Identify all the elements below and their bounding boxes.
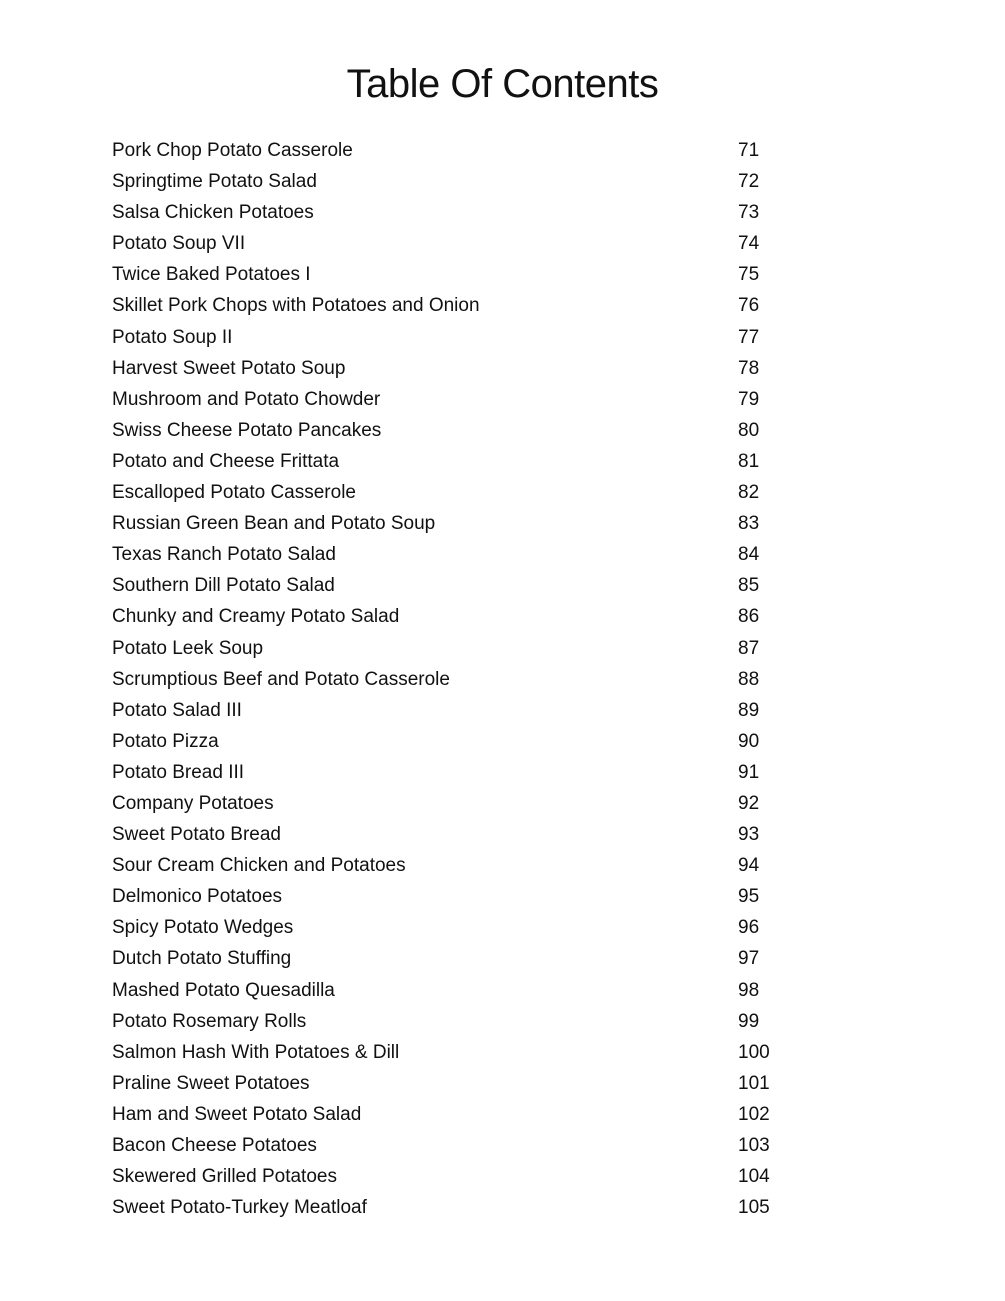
toc-entry [112, 664, 832, 695]
toc-entry-page-number: 97 [738, 948, 760, 970]
toc-entry-page-number: 104 [738, 1166, 770, 1188]
toc-entry-page-number: 88 [738, 668, 760, 690]
toc-entry-title: Scrumptious Beef and Potato Casserole [112, 668, 450, 690]
toc-entry-title: Southern Dill Potato Salad [112, 575, 335, 597]
toc-entry [112, 757, 832, 788]
toc-entry-title: Company Potatoes [112, 792, 274, 814]
toc-entry-title: Dutch Potato Stuffing [112, 948, 292, 970]
toc-entry-title: Sweet Potato Bread [112, 824, 281, 846]
toc-entry-page-number: 92 [738, 792, 760, 814]
toc-entry-page-number: 100 [738, 1041, 770, 1063]
toc-entry-page-number: 98 [738, 979, 760, 1001]
toc-entry-page-number: 90 [738, 730, 760, 752]
toc-entry [112, 259, 832, 290]
toc-entry [112, 1068, 832, 1099]
toc-entry-title: Pork Chop Potato Casserole [112, 140, 353, 161]
toc-entry-page-number: 93 [738, 824, 760, 846]
toc-entry [112, 353, 832, 384]
toc-entry-page-number: 87 [738, 637, 760, 659]
toc-entry [112, 819, 832, 850]
toc-entry-title: Potato and Cheese Frittata [112, 450, 340, 472]
toc-entry-page-number: 96 [738, 917, 760, 939]
toc-entry [112, 1192, 832, 1223]
toc-entry-title: Russian Green Bean and Potato Soup [112, 513, 436, 535]
toc-entry-page-number: 83 [738, 513, 760, 535]
toc-entry-title: Praline Sweet Potatoes [112, 1072, 310, 1094]
toc-entry-page-number: 86 [738, 606, 760, 628]
toc-entry [112, 446, 832, 477]
toc-entry [112, 788, 832, 819]
toc-entry-title: Potato Bread III [112, 761, 245, 783]
toc-entry [112, 197, 832, 228]
toc-entry-page-number: 103 [738, 1135, 770, 1156]
toc-entry [112, 384, 832, 415]
toc-entry [112, 1161, 832, 1192]
toc-entry-page-number: 81 [738, 450, 760, 472]
toc-entry [112, 695, 832, 726]
toc-entry-title: Chunky and Creamy Potato Salad [112, 606, 400, 628]
toc-entry-title: Swiss Cheese Potato Pancakes [112, 419, 382, 441]
toc-entry-title: Salmon Hash With Potatoes & Dill [112, 1041, 400, 1063]
toc-entry-page-number: 94 [738, 855, 760, 877]
toc-entry-page-number: 91 [738, 761, 760, 783]
toc-entry-title: Potato Salad III [112, 699, 242, 721]
toc-entry-title: Skillet Pork Chops with Potatoes and Onion [112, 295, 480, 317]
toc-entry [112, 1130, 832, 1161]
toc-entry [112, 166, 832, 197]
toc-entry-page-number: 74 [738, 233, 760, 255]
toc-entry-page-number: 85 [738, 575, 760, 597]
toc-entry [112, 601, 832, 632]
toc-entry-title: Sour Cream Chicken and Potatoes [112, 855, 406, 877]
toc-entry-title: Potato Pizza [112, 730, 219, 752]
toc-entry-page-number: 75 [738, 264, 760, 286]
toc-entry-page-number: 73 [738, 202, 760, 224]
toc-entry [112, 726, 832, 757]
toc-entry-title: Texas Ranch Potato Salad [112, 544, 336, 566]
toc-list [112, 135, 832, 1223]
toc-entry-title: Mushroom and Potato Chowder [112, 388, 381, 410]
toc-entry [112, 415, 832, 446]
toc-entry [112, 508, 832, 539]
toc-entry-title: Salsa Chicken Potatoes [112, 202, 314, 224]
toc-entry [112, 1006, 832, 1037]
toc-entry-title: Harvest Sweet Potato Soup [112, 357, 346, 379]
toc-entry [112, 228, 832, 259]
toc-entry-page-number: 99 [738, 1010, 760, 1032]
toc-entry-page-number: 102 [738, 1103, 770, 1125]
toc-entry-title: Sweet Potato-Turkey Meatloaf [112, 1197, 367, 1219]
toc-entry-title: Delmonico Potatoes [112, 886, 283, 908]
toc-entry-page-number: 79 [738, 388, 760, 410]
page-title: Table Of Contents [346, 62, 659, 106]
toc-entry-title: Potato Soup VII [112, 233, 246, 255]
toc-entry [112, 1037, 832, 1068]
toc-entry [112, 850, 832, 881]
toc-entry-page-number: 72 [738, 171, 760, 193]
toc-entry [112, 322, 832, 353]
toc-entry-page-number: 105 [738, 1197, 770, 1219]
toc-entry-title: Potato Soup II [112, 326, 233, 348]
toc-entry-title: Spicy Potato Wedges [112, 917, 294, 939]
toc-entry-title: Ham and Sweet Potato Salad [112, 1103, 362, 1125]
toc-entry-page-number: 82 [738, 482, 760, 504]
toc-entry [112, 912, 832, 943]
toc-entry [112, 477, 832, 508]
toc-entry [112, 539, 832, 570]
toc-entry-title: Bacon Cheese Potatoes [112, 1135, 317, 1156]
toc-entry-title: Skewered Grilled Potatoes [112, 1166, 337, 1188]
toc-entry-title: Twice Baked Potatoes I [112, 264, 311, 286]
toc-entry-page-number: 77 [738, 326, 760, 348]
toc-entry-page-number: 78 [738, 357, 760, 379]
toc-entry-page-number: 80 [738, 419, 760, 441]
toc-entry-title: Potato Rosemary Rolls [112, 1010, 307, 1032]
toc-entry-page-number: 76 [738, 295, 760, 317]
toc-entry [112, 881, 832, 912]
toc-entry [112, 1099, 832, 1130]
toc-entry-title: Potato Leek Soup [112, 637, 264, 659]
toc-entry-page-number: 95 [738, 886, 760, 908]
toc-entry-page-number: 84 [738, 544, 760, 566]
toc-entry-title: Springtime Potato Salad [112, 171, 317, 193]
toc-entry-page-number: 71 [738, 140, 760, 161]
toc-entry-title: Mashed Potato Quesadilla [112, 979, 335, 1001]
toc-entry-title: Escalloped Potato Casserole [112, 482, 356, 504]
toc-entry [112, 633, 832, 664]
toc-entry-page-number: 101 [738, 1072, 770, 1094]
toc-entry-page-number: 89 [738, 699, 760, 721]
toc-entry [112, 975, 832, 1006]
toc-entry [112, 290, 832, 321]
toc-entry [112, 570, 832, 601]
toc-entry [112, 943, 832, 974]
toc-entry [112, 135, 832, 166]
